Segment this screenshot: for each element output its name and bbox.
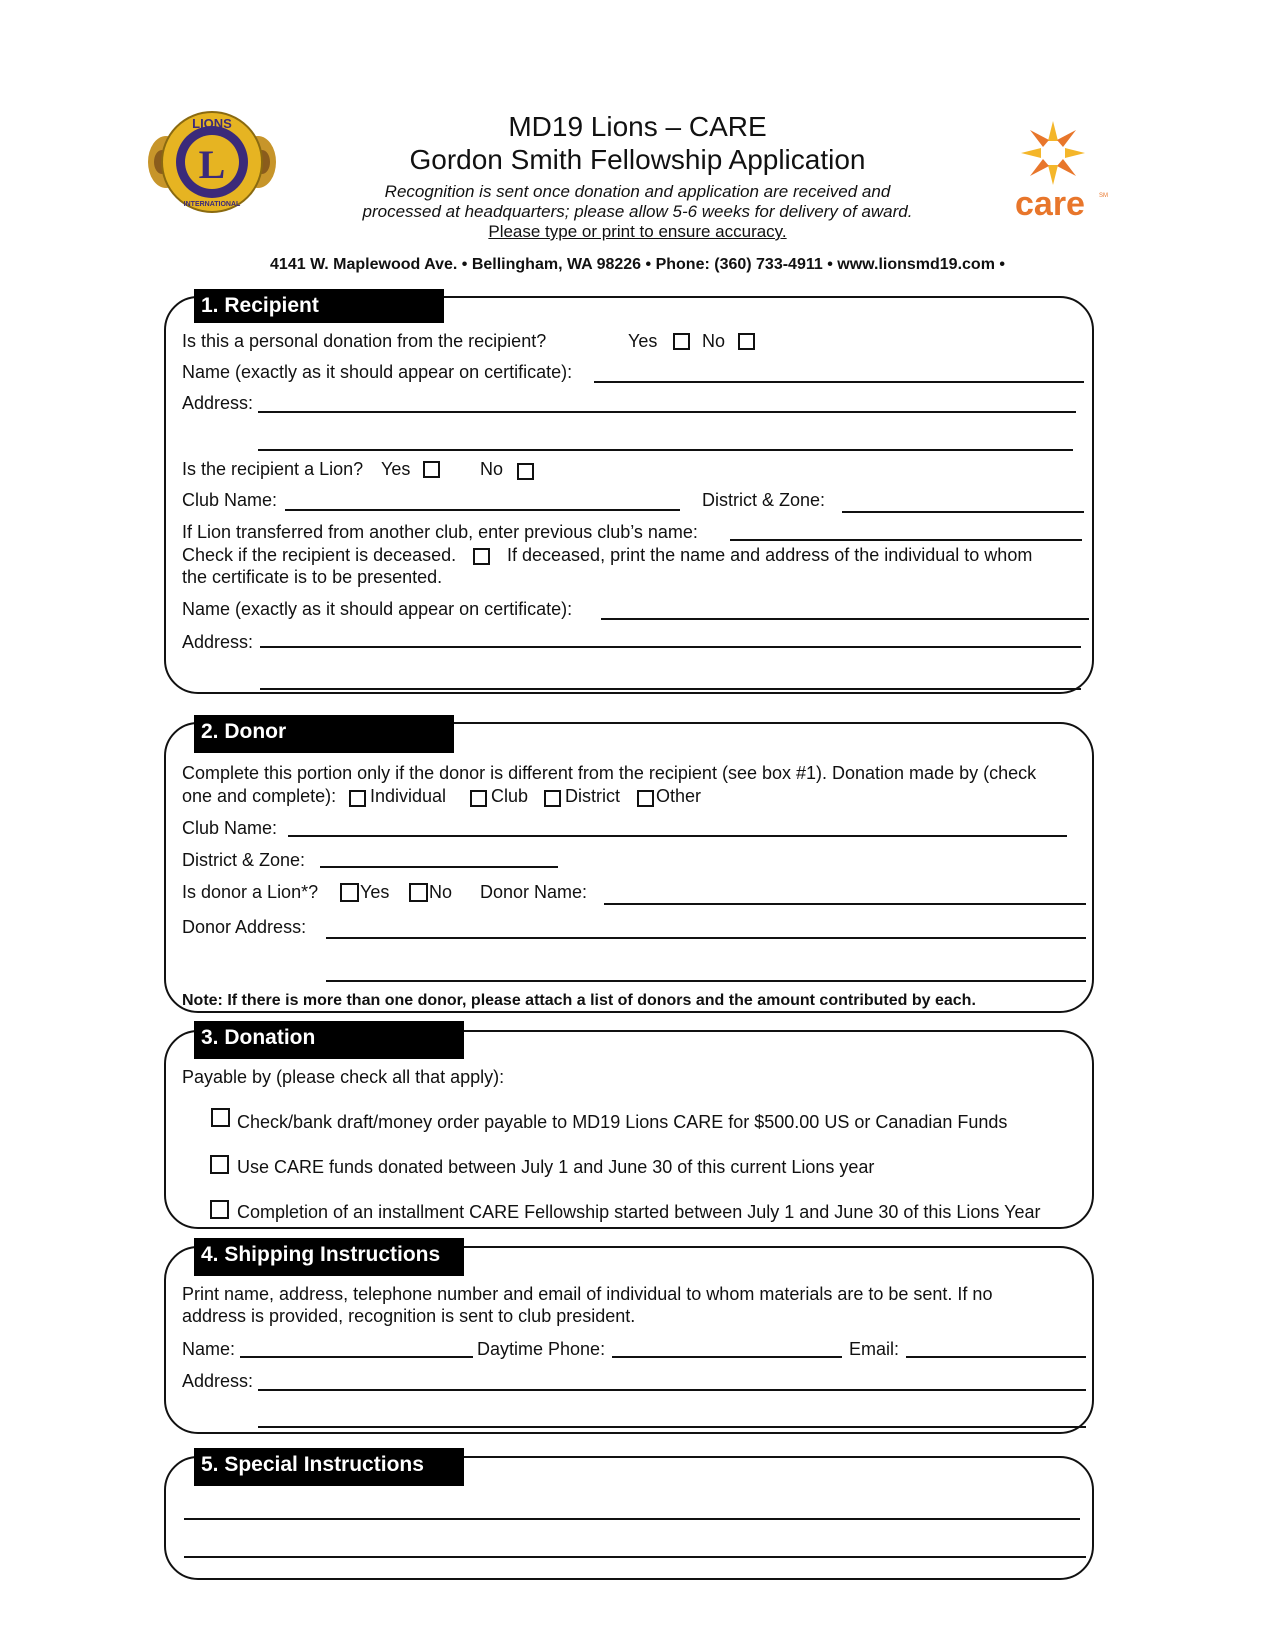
donor-name-label: Donor Name: bbox=[480, 882, 588, 902]
donor-address-field-1[interactable] bbox=[326, 937, 1086, 939]
payment-installment-checkbox[interactable] bbox=[210, 1200, 229, 1219]
payment-care-funds-checkbox[interactable] bbox=[210, 1155, 229, 1174]
shipping-email-label: Email: bbox=[849, 1339, 900, 1359]
lion-yes-label: Yes bbox=[381, 459, 411, 479]
donor-district-zone-field[interactable] bbox=[320, 866, 558, 868]
payment-installment-label: Completion of an installment CARE Fellowship started between July 1 and June 30 of this Lions Year bbox=[237, 1202, 1041, 1222]
form-subtitle-line1: Recognition is sent once donation and application are received and bbox=[384, 182, 891, 201]
personal-no-label: No bbox=[702, 331, 726, 351]
donor-other-label: Other bbox=[656, 786, 702, 806]
section-donation-label: 3. Donation bbox=[194, 1021, 464, 1059]
form-subtitle-line2: processed at headquarters; please allow 5-6 weeks for delivery of award. bbox=[362, 202, 913, 221]
donor-lion-no-label: No bbox=[429, 882, 453, 902]
recipient-address-field-2[interactable] bbox=[258, 449, 1073, 451]
donor-lion-yes-checkbox[interactable] bbox=[340, 883, 359, 902]
presentee-name-field[interactable] bbox=[601, 618, 1089, 620]
shipping-address-field-1[interactable] bbox=[258, 1389, 1086, 1391]
q-personal-donation: Is this a personal donation from the recipient? bbox=[182, 331, 547, 351]
recipient-name-field[interactable] bbox=[594, 381, 1084, 383]
lion-no-label: No bbox=[480, 459, 504, 479]
section-recipient-label: 1. Recipient bbox=[194, 289, 444, 323]
presentee-address-field-2[interactable] bbox=[260, 688, 1081, 690]
section-recipient bbox=[164, 296, 1094, 694]
form-title-line1: MD19 Lions – CARE bbox=[508, 111, 767, 142]
donor-note: Note: If there is more than one donor, please attach a list of donors and the amount contributed by each. bbox=[182, 992, 976, 1009]
special-instructions-line-2[interactable] bbox=[184, 1556, 1086, 1558]
shipping-name-label: Name: bbox=[182, 1339, 236, 1359]
presentee-address-field-1[interactable] bbox=[260, 646, 1081, 648]
deceased-instructions-line1: If deceased, print the name and address of the individual to whom bbox=[507, 545, 1033, 565]
recipient-name-label: Name (exactly as it should appear on certificate): bbox=[182, 362, 573, 382]
payment-care-funds-label: Use CARE funds donated between July 1 and June 30 of this current Lions year bbox=[237, 1157, 875, 1177]
previous-club-field[interactable] bbox=[730, 539, 1082, 541]
q-donor-lion: Is donor a Lion*? bbox=[182, 882, 319, 902]
section-donor-label: 2. Donor bbox=[194, 715, 454, 753]
donor-lion-no-checkbox[interactable] bbox=[409, 883, 428, 902]
recipient-club-name-label: Club Name: bbox=[182, 490, 278, 510]
special-instructions-line-1[interactable] bbox=[184, 1518, 1080, 1520]
donor-club-name-label: Club Name: bbox=[182, 818, 278, 838]
personal-yes-label: Yes bbox=[628, 331, 658, 351]
section-shipping-label: 4. Shipping Instructions bbox=[194, 1238, 464, 1276]
recipient-address-label: Address: bbox=[182, 393, 254, 413]
care-logo-word: care bbox=[1015, 185, 1085, 223]
shipping-intro-line2: address is provided, recognition is sent to club president. bbox=[182, 1306, 636, 1326]
payment-check-label: Check/bank draft/money order payable to MD19 Lions CARE for $500.00 US or Canadian Funds bbox=[237, 1112, 1008, 1132]
recipient-address-field-1[interactable] bbox=[258, 411, 1076, 413]
lion-no-checkbox[interactable] bbox=[517, 463, 534, 480]
presentee-address-label: Address: bbox=[182, 632, 254, 652]
personal-no-checkbox[interactable] bbox=[738, 333, 755, 350]
donor-individual-label: Individual bbox=[370, 786, 447, 806]
presentee-name-label: Name (exactly as it should appear on certificate): bbox=[182, 599, 573, 619]
recipient-club-name-field[interactable] bbox=[285, 509, 680, 511]
shipping-phone-field[interactable] bbox=[612, 1356, 842, 1358]
care-logo-mark: SM bbox=[1099, 193, 1108, 199]
donor-club-label: Club bbox=[491, 786, 529, 806]
transferred-label: If Lion transferred from another club, enter previous club’s name: bbox=[182, 522, 698, 542]
lions-logo-lower-text: INTERNATIONAL bbox=[183, 201, 241, 208]
donor-club-checkbox[interactable] bbox=[470, 790, 487, 807]
shipping-address-label: Address: bbox=[182, 1371, 254, 1391]
personal-yes-checkbox[interactable] bbox=[673, 333, 690, 350]
donor-other-checkbox[interactable] bbox=[637, 790, 654, 807]
shipping-intro-line1: Print name, address, telephone number and email of individual to whom materials are to be sent. If no bbox=[182, 1284, 993, 1304]
donor-district-zone-label: District & Zone: bbox=[182, 850, 306, 870]
deceased-instructions-line2: the certificate is to be presented. bbox=[182, 567, 443, 587]
q-recipient-lion: Is the recipient a Lion? bbox=[182, 459, 364, 479]
donor-name-field[interactable] bbox=[604, 903, 1086, 905]
care-logo bbox=[1013, 115, 1128, 225]
donor-address-field-2[interactable] bbox=[326, 980, 1086, 982]
payment-check-checkbox[interactable] bbox=[211, 1108, 230, 1127]
donor-intro-line1: Complete this portion only if the donor is different from the recipient (see box #1). Donation made by (check bbox=[182, 763, 1037, 783]
shipping-name-field[interactable] bbox=[240, 1356, 473, 1358]
deceased-checkbox[interactable] bbox=[473, 548, 490, 565]
shipping-phone-label: Daytime Phone: bbox=[477, 1339, 606, 1359]
lion-yes-checkbox[interactable] bbox=[423, 461, 440, 478]
donor-address-label: Donor Address: bbox=[182, 917, 307, 937]
lions-logo-ring-text: LIONS bbox=[192, 116, 232, 131]
donor-intro-line2: one and complete): bbox=[182, 786, 337, 806]
lions-logo-letter: L bbox=[198, 142, 226, 187]
shipping-address-field-2[interactable] bbox=[258, 1426, 1086, 1428]
deceased-label: Check if the recipient is deceased. bbox=[182, 545, 457, 565]
shipping-email-field[interactable] bbox=[906, 1356, 1086, 1358]
recipient-district-field[interactable] bbox=[842, 511, 1084, 513]
donor-club-name-field[interactable] bbox=[288, 835, 1067, 837]
recipient-district-label: District & Zone: bbox=[702, 490, 826, 510]
section-special-instructions-label: 5. Special Instructions bbox=[194, 1448, 464, 1486]
donor-individual-checkbox[interactable] bbox=[349, 790, 366, 807]
form-title-line2: Gordon Smith Fellowship Application bbox=[409, 144, 866, 175]
donor-district-checkbox[interactable] bbox=[544, 790, 561, 807]
form-instruction: Please type or print to ensure accuracy. bbox=[488, 222, 787, 241]
donor-lion-yes-label: Yes bbox=[360, 882, 390, 902]
donor-district-label: District bbox=[565, 786, 620, 806]
org-address: 4141 W. Maplewood Ave. • Bellingham, WA 98226 • Phone: (360) 733-4911 • www.lionsmd19.com • bbox=[270, 256, 1005, 273]
payable-by-label: Payable by (please check all that apply): bbox=[182, 1067, 505, 1087]
